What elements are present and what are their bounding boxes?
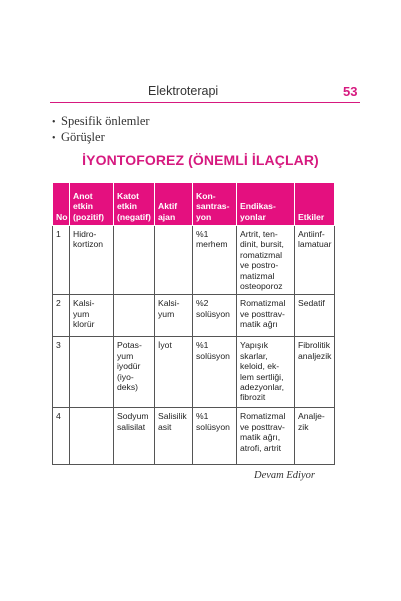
cell-line: matik ağrı bbox=[240, 319, 278, 330]
column-header-line: Anot bbox=[73, 190, 93, 201]
column-header-line: (pozitif) bbox=[73, 211, 105, 222]
table-cell bbox=[70, 337, 114, 408]
column-header-line: Etkiler bbox=[298, 211, 325, 222]
cell-line: (iyo- bbox=[117, 371, 134, 382]
column-header-line: etkin bbox=[117, 201, 138, 212]
bullet-icon: • bbox=[52, 117, 56, 128]
table-cell bbox=[155, 295, 193, 337]
table-cell bbox=[193, 337, 237, 408]
cell-line: Hidro- bbox=[73, 229, 97, 239]
table-body bbox=[53, 226, 335, 465]
cell-line: %2 bbox=[196, 298, 209, 309]
cell-line: solüsyon bbox=[196, 421, 230, 432]
table-cell bbox=[53, 337, 70, 408]
cell-line: Romatizmal bbox=[240, 411, 286, 422]
column-header-line: Kon- bbox=[196, 190, 216, 201]
table-cell bbox=[193, 295, 237, 337]
continued-note: Devam Ediyor bbox=[254, 470, 315, 481]
column-header bbox=[193, 183, 237, 226]
column-header bbox=[237, 183, 295, 226]
bullet-text: Görüşler bbox=[61, 130, 105, 144]
table-cell bbox=[53, 226, 70, 295]
cell-line: Romatizmal bbox=[240, 298, 286, 309]
cell-line: asit bbox=[158, 421, 172, 432]
column-header bbox=[155, 183, 193, 226]
cell-line: Potas- bbox=[117, 340, 142, 351]
column-header-line: Endikas- bbox=[240, 201, 276, 212]
cell-line: merhem bbox=[196, 239, 228, 250]
cell-line: Yapışık bbox=[240, 340, 269, 351]
table-cell bbox=[295, 408, 335, 465]
cell-line: Sodyum bbox=[117, 411, 149, 422]
cell-line: 3 bbox=[56, 340, 61, 351]
column-header-line: Aktif bbox=[158, 201, 178, 212]
table-row bbox=[53, 408, 335, 465]
column-header-line: (negatif) bbox=[117, 211, 151, 222]
table-cell bbox=[53, 295, 70, 337]
cell-line: Kalsi- bbox=[158, 298, 180, 309]
cell-line: Kalsi- bbox=[73, 298, 95, 309]
bullet-text: Spesifik önlemler bbox=[61, 114, 150, 128]
cell-line: %1 bbox=[196, 229, 209, 239]
cell-line: klorür bbox=[73, 319, 95, 330]
table-row bbox=[53, 337, 335, 408]
column-header-line: yon bbox=[196, 211, 212, 222]
drug-table bbox=[52, 182, 335, 465]
page-number: 53 bbox=[343, 84, 358, 99]
bullet-item bbox=[52, 129, 150, 145]
table-cell bbox=[70, 226, 114, 295]
cell-line: matizmal bbox=[240, 270, 275, 281]
column-header-line: santras- bbox=[196, 201, 230, 212]
cell-line: solüsyon bbox=[196, 350, 230, 361]
cell-line: ve posttrav- bbox=[240, 308, 285, 319]
table-cell bbox=[237, 295, 295, 337]
cell-line: osteoporoz bbox=[240, 281, 283, 292]
table-cell bbox=[114, 337, 155, 408]
table-cell bbox=[237, 408, 295, 465]
cell-line: Salisilik bbox=[158, 411, 187, 422]
cell-line: lamatuar bbox=[298, 239, 332, 250]
cell-line: Antiinf- bbox=[298, 229, 325, 239]
table-cell bbox=[70, 408, 114, 465]
column-header-line: Katot bbox=[117, 190, 139, 201]
cell-line: matik ağrı, bbox=[240, 432, 281, 443]
table-cell bbox=[114, 226, 155, 295]
table-cell bbox=[155, 408, 193, 465]
cell-line: %1 bbox=[196, 411, 209, 422]
cell-line: kortizon bbox=[73, 239, 104, 250]
cell-line: skarlar, bbox=[240, 350, 268, 361]
cell-line: ve postro- bbox=[240, 260, 279, 271]
column-header-line: etkin bbox=[73, 201, 94, 212]
header-divider bbox=[50, 102, 360, 103]
column-header bbox=[114, 183, 155, 226]
bullet-list bbox=[52, 113, 150, 145]
cell-line: Analje- bbox=[298, 411, 325, 422]
table-cell bbox=[295, 337, 335, 408]
cell-line: romatizmal bbox=[240, 249, 283, 260]
cell-line: 1 bbox=[56, 229, 61, 239]
table-cell bbox=[155, 226, 193, 295]
table-row bbox=[53, 226, 335, 295]
cell-line: solüsyon bbox=[196, 308, 230, 319]
bullet-item bbox=[52, 113, 150, 129]
cell-line: keloid, ek- bbox=[240, 361, 280, 372]
table-cell bbox=[114, 408, 155, 465]
cell-line: analjezik bbox=[298, 350, 332, 361]
cell-line: iyodür bbox=[117, 361, 141, 372]
table-cell bbox=[193, 226, 237, 295]
table-cell bbox=[237, 226, 295, 295]
cell-line: dinit, bursit, bbox=[240, 239, 284, 250]
column-header-line: ajan bbox=[158, 211, 176, 222]
cell-line: lem sertliği, bbox=[240, 371, 284, 382]
column-header-line: yonlar bbox=[240, 211, 266, 222]
cell-line: %1 bbox=[196, 340, 209, 351]
table-header-row bbox=[53, 183, 335, 226]
cell-line: deks) bbox=[117, 382, 139, 393]
cell-line: yum bbox=[117, 350, 134, 361]
cell-line: ve posttrav- bbox=[240, 421, 285, 432]
cell-line: fibrozit bbox=[240, 392, 266, 403]
table-cell bbox=[70, 295, 114, 337]
cell-line: 4 bbox=[56, 411, 61, 422]
table-cell bbox=[193, 408, 237, 465]
table-cell bbox=[155, 337, 193, 408]
table-cell bbox=[295, 295, 335, 337]
column-header bbox=[70, 183, 114, 226]
cell-line: Sedatif bbox=[298, 298, 325, 309]
column-header bbox=[295, 183, 335, 226]
cell-line: yum bbox=[73, 308, 90, 319]
table-cell bbox=[237, 337, 295, 408]
column-header bbox=[53, 183, 70, 226]
table-cell bbox=[53, 408, 70, 465]
cell-line: 2 bbox=[56, 298, 61, 309]
cell-line: atrofi, artrit bbox=[240, 442, 282, 453]
running-header-title: Elektroterapi bbox=[148, 84, 219, 98]
table-title: İYONTOFOREZ (ÖNEMLİ İLAÇLAR) bbox=[82, 152, 319, 168]
cell-line: zik bbox=[298, 421, 309, 432]
table-cell bbox=[295, 226, 335, 295]
cell-line: salisilat bbox=[117, 421, 146, 432]
cell-line: Artrit, ten- bbox=[240, 229, 278, 239]
cell-line: İyot bbox=[158, 340, 172, 351]
cell-line: adezyonlar, bbox=[240, 382, 284, 393]
cell-line: yum bbox=[158, 308, 175, 319]
table-cell bbox=[114, 295, 155, 337]
bullet-icon: • bbox=[52, 133, 56, 144]
column-header-line: No bbox=[56, 211, 68, 222]
cell-line: Fibrolitik bbox=[298, 340, 330, 351]
table-row bbox=[53, 295, 335, 337]
